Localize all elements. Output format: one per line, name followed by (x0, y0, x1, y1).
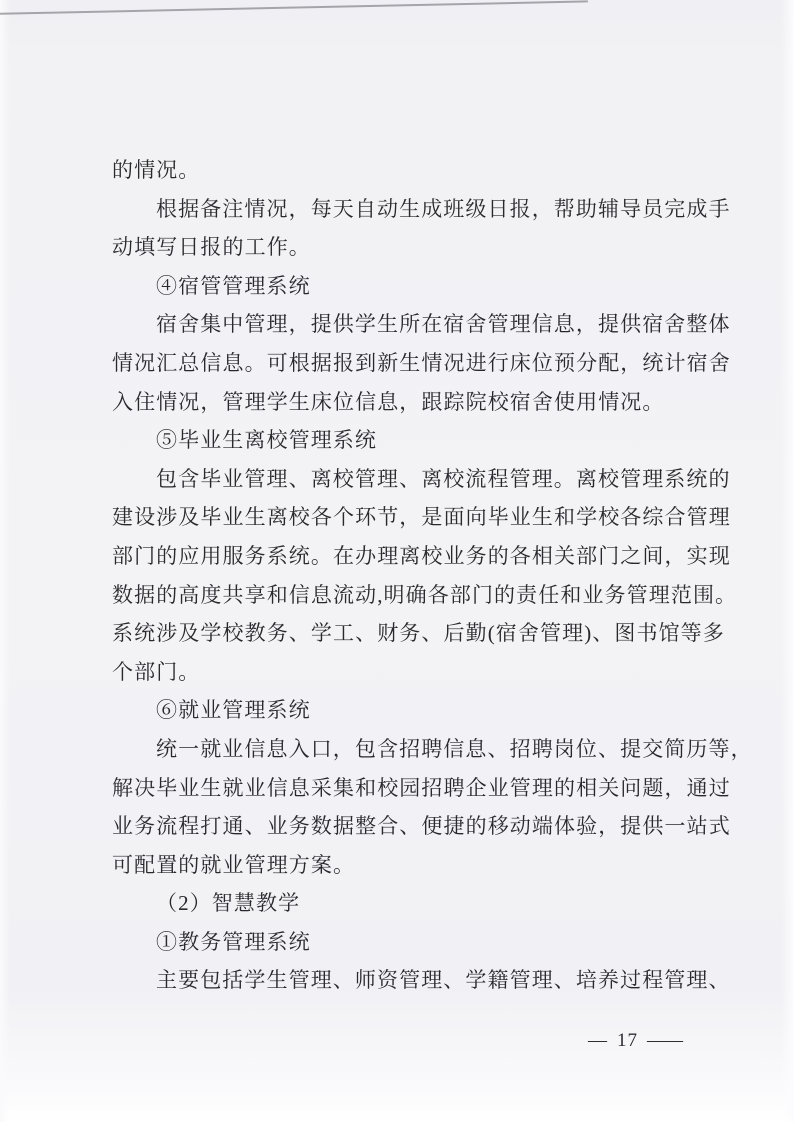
page-number-value: 17 (617, 1030, 638, 1051)
text-line: 业务流程打通、业务数据整合、便捷的移动端体验，提供一站式 (112, 814, 731, 839)
text-line: 解决毕业生就业信息采集和校园招聘企业管理的相关问题，通过 (112, 775, 731, 800)
text-line: 主要包括学生管理、师资管理、学籍管理、培养过程管理、 (156, 968, 731, 993)
text-line: 统一就业信息入口，包含招聘信息、招聘岗位、提交简历等， (156, 736, 753, 761)
heading-line: ④宿管管理系统 (156, 273, 311, 298)
heading-line: ①教务管理系统 (156, 929, 311, 954)
page-number-dash-left: — (588, 1030, 608, 1051)
text-line: 入住情况，管理学生床位信息，跟踪院校宿舍使用情况。 (112, 389, 665, 414)
heading-line: （2）智慧教学 (156, 891, 301, 916)
page-number (588, 1028, 681, 1054)
scan-edge-right (781, 0, 794, 1122)
text-line: 个部门。 (112, 659, 201, 684)
text-line: 动填写日报的工作。 (112, 235, 311, 260)
text-line: 包含毕业管理、离校管理、离校流程管理。离校管理系统的 (156, 466, 731, 491)
page-number-dash-right: —— (647, 1030, 681, 1051)
heading-line: ⑥就业管理系统 (156, 698, 311, 723)
scan-edge-left (0, 0, 10, 1122)
text-line: 可配置的就业管理方案。 (112, 852, 356, 877)
text-line: 部门的应用服务系统。在办理离校业务的各相关部门之间，实现 (112, 543, 731, 568)
text-line: 数据的高度共享和信息流动,明确各部门的责任和业务管理范围。 (112, 582, 738, 607)
text-line: 系统涉及学校教务、学工、财务、后勤(宿舍管理)、图书馆等多 (112, 621, 725, 646)
text-line: 建设涉及毕业生离校各个环节，是面向毕业生和学校各综合管理 (112, 505, 731, 530)
text-line: 根据备注情况，每天自动生成班级日报，帮助辅导员完成手 (156, 196, 731, 221)
document-body (112, 151, 753, 1000)
text-line: 的情况。 (112, 158, 201, 182)
text-line: 情况汇总信息。可根据报到新生情况进行床位预分配，统计宿舍 (112, 350, 731, 375)
scan-artifact-line (0, 0, 588, 15)
heading-line: ⑤毕业生离校管理系统 (156, 428, 377, 453)
text-line: 宿舍集中管理，提供学生所在宿舍管理信息，提供宿舍整体 (156, 312, 731, 337)
